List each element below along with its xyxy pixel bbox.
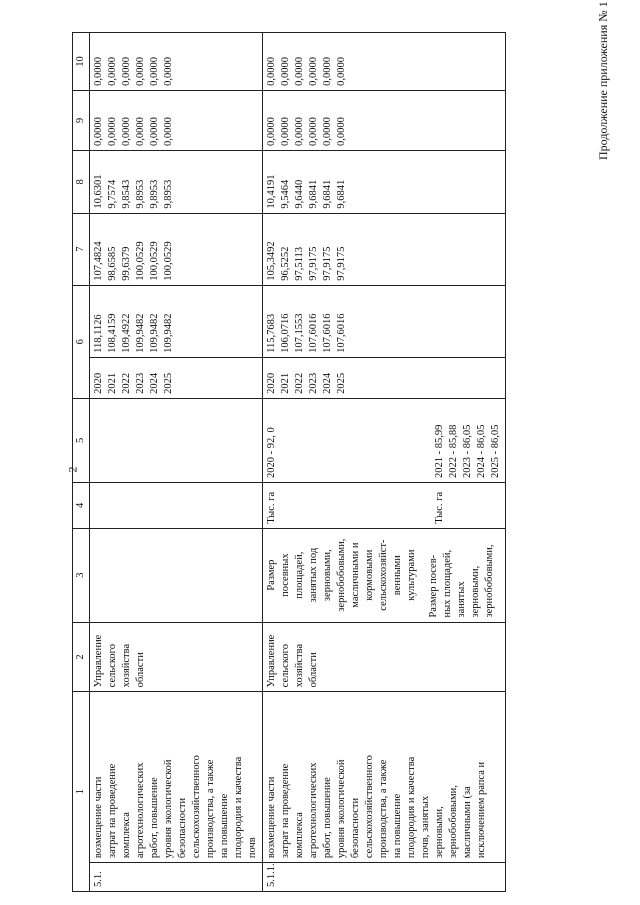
row-executor: Управление сельского хозяйства области xyxy=(263,622,506,692)
row-indicator: Размер посевных площадей, занятых под зерновыми, зернобобовыми, масличными и кормовыми сельскохозяйст- венными культурами Размер посев- ных площадей, занятых зерновыми, зернобобовыми, xyxy=(263,528,506,622)
header-col-8: 8 xyxy=(73,151,90,214)
row-col-9: 0,0000 0,0000 0,0000 0,0000 0,0000 0,0000 xyxy=(263,90,506,150)
program-table xyxy=(72,32,506,892)
table-row xyxy=(263,33,506,892)
row-col-7: 107,4824 98,6585 99,6379 100,0529 100,0529 100,0529 xyxy=(90,213,263,285)
page-number: 2 xyxy=(65,466,80,473)
row-col-9: 0,0000 0,0000 0,0000 0,0000 0,0000 0,0000 xyxy=(90,90,263,150)
header-col-3: 3 xyxy=(73,528,90,622)
row-target: 2020 - 92, 0 2021 - 85,99 2022 - 85,88 2023 - 86,05 2024 - 86,05 2025 - 86,05 xyxy=(263,398,506,482)
row-years: 2020 2021 2022 2023 2024 2025 xyxy=(90,357,263,398)
header-row xyxy=(73,33,90,892)
row-years: 2020 2021 2022 2023 2024 2025 xyxy=(263,357,506,398)
row-name: возмещение части затрат на проведение комплекса агротехнологических работ, повышение уровня экологической безопасности сельскохозяйственного производства, а также на повышение плодородия и качества почв, занятых зерновыми, зернобобовыми, масличными (за исключением рапса и xyxy=(263,692,506,863)
row-number: 5.1.1. xyxy=(263,863,506,892)
row-target xyxy=(90,398,263,482)
header-col-10: 10 xyxy=(73,33,90,91)
row-col-10: 0,0000 0,0000 0,0000 0,0000 0,0000 0,0000 xyxy=(90,33,263,91)
header-col-2: 2 xyxy=(73,622,90,692)
header-col-6: 6 xyxy=(73,285,90,398)
row-col-10: 0,0000 0,0000 0,0000 0,0000 0,0000 0,0000 xyxy=(263,33,506,91)
header-col-9: 9 xyxy=(73,90,90,150)
rotated-table-container xyxy=(72,32,602,892)
row-unit xyxy=(90,483,263,529)
row-number: 5.1. xyxy=(90,863,263,892)
row-indicator xyxy=(90,528,263,622)
header-col-1: 1 xyxy=(73,692,90,892)
header-col-4: 4 xyxy=(73,483,90,529)
row-col-7: 105,3492 96,5252 97,5113 97,9175 97,9175 97,9175 xyxy=(263,213,506,285)
row-col-6: 118,1126 108,4159 109,4922 109,9482 109,9482 109,9482 xyxy=(90,285,263,357)
row-col-6: 115,7683 106,0716 107,1553 107,6016 107,6016 107,6016 xyxy=(263,285,506,357)
row-col-8: 10,4191 9,5464 9,6440 9,6841 9,6841 9,6841 xyxy=(263,151,506,214)
row-col-8: 10,6301 9,7574 9,8543 9,8953 9,8953 9,8953 xyxy=(90,151,263,214)
header-col-7: 7 xyxy=(73,213,90,285)
page-heading: Продолжение приложения № 1 xyxy=(596,1,610,160)
row-executor: Управление сельского хозяйства области xyxy=(90,622,263,692)
table-row xyxy=(90,33,263,892)
row-unit: Тыс. га Тыс. га xyxy=(263,483,506,529)
row-name: возмещение части затрат на проведение комплекса агротехнологических работ, повышение уровня экологической безопасности сельскохозяйственного производства, а также на повышение плодородия и качества почв xyxy=(90,692,263,863)
header-col-5: 5 xyxy=(73,398,90,482)
